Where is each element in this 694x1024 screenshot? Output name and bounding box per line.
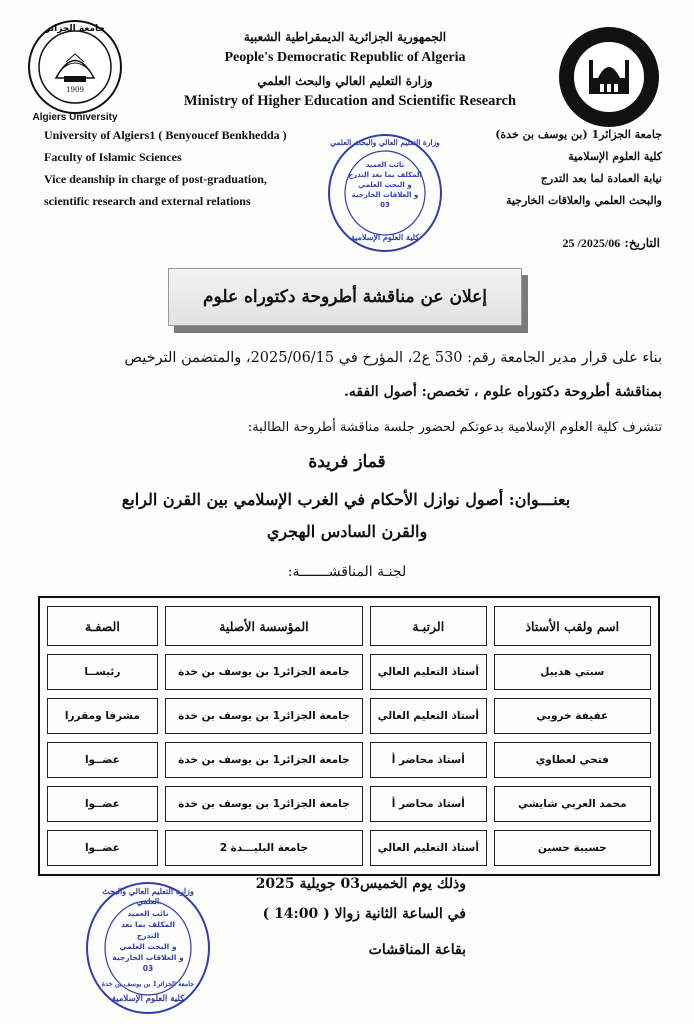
vice-deanship-en-2: scientific research and external relations	[44, 194, 251, 208]
stamp-top-inner	[348, 160, 422, 210]
col-header-institution: المؤسسة الأصلية	[165, 606, 363, 646]
table-row	[47, 698, 651, 734]
student-name: قماز فريدة	[308, 452, 386, 472]
stamp-title: نائب العميد	[365, 161, 405, 169]
stamp-line2: المكلف بما بعد التدرج	[348, 171, 422, 179]
defense-place: بقاعة المناقشات	[368, 942, 466, 958]
vice-deanship-ar: نيابة العمادة لما بعد التدرج	[540, 172, 662, 185]
cell-role: مشرفا ومقررا	[47, 698, 158, 734]
cell-role: عضــوا	[47, 742, 158, 778]
cell-institution: جامعة الجزائر1 بن يوسف بن خدة	[165, 654, 363, 690]
table-row	[47, 742, 651, 778]
stamp-number: 03	[380, 201, 390, 209]
thesis-title-line2: والقرن السادس الهجري	[266, 522, 428, 541]
table-row	[47, 654, 651, 690]
stamp-title: نائب العميد	[127, 909, 169, 918]
defense-time: في الساعة الثانية زوالا ( 14:00 )	[262, 906, 466, 922]
stamp-top-bottom-text: كلية العلوم الإسلامية	[350, 232, 420, 242]
cell-institution: جامعة الجزائر1 بن يوسف بن خدة	[165, 698, 363, 734]
table-header-row	[47, 606, 651, 646]
left-info-block	[44, 124, 344, 212]
right-info-block	[440, 124, 662, 212]
stamp-bottom-ring-text: وزارة التعليم العالي والبحث العلمي	[102, 886, 194, 906]
stamp-bottom-inner	[110, 908, 186, 974]
vice-deanship-en: Vice deanship in charge of post-graduation,	[44, 172, 267, 186]
cell-name: فتحي لعطاوي	[494, 742, 651, 778]
logo-text-top: جامعة الجزائر	[45, 24, 105, 34]
cell-role: رئيســا	[47, 654, 158, 690]
cell-name: محمد العربي شايشي	[494, 786, 651, 822]
stamp-top-ring-text: وزارة التعليم العالي والبحث العلمي	[330, 138, 440, 147]
republic-english: People's Democratic Republic of Algeria	[224, 50, 466, 65]
cell-rank: أستاذ التعليم العالي	[370, 830, 487, 866]
decision-line: بناء على قرار مدير الجامعة رقم: 530 ع2، المؤرخ في 2025/06/15، والمتضمن الترخيص	[124, 350, 662, 366]
stamp-number: 03	[142, 964, 154, 973]
table-row	[47, 786, 651, 822]
invitation-line: تتشرف كلية العلوم الإسلامية بدعوتكم لحضور جلسة مناقشة أطروحة الطالبة:	[247, 420, 662, 435]
cell-institution: جامعة الجزائر1 بن يوسف بن خدة	[165, 786, 363, 822]
col-header-name: اسم ولقب الأستاذ	[494, 606, 651, 646]
cell-rank: أستاذ التعليم العالي	[370, 654, 487, 690]
jury-table	[38, 596, 660, 876]
cell-name: سبتي هديبل	[494, 654, 651, 690]
cell-role: عضــوا	[47, 830, 158, 866]
university-name-ar: جامعة الجزائر1 (بن يوسف بن خدة)	[495, 128, 662, 141]
defense-date: وذلك يوم الخميس03 جويلية 2025	[255, 876, 466, 892]
table-row	[47, 830, 651, 866]
faculty-name-ar: كلية العلوم الإسلامية	[568, 150, 662, 163]
cell-rank: أستاذ محاضر أ	[370, 742, 487, 778]
vice-deanship-ar-2: والبحث العلمي والعلاقات الخارجية	[505, 194, 662, 207]
republic-arabic: الجمهورية الجزائرية الديمقراطية الشعبية	[243, 30, 447, 44]
date-label: التاريخ:	[624, 236, 660, 250]
specialty-line: بمناقشة أطروحة دكتوراه علوم ، تخصص: أصول الفقه.	[344, 384, 662, 400]
ministry-english: Ministry of Higher Education and Scientific Research	[183, 93, 517, 109]
col-header-role: الصفـة	[47, 606, 158, 646]
cell-institution: جامعة الجزائر1 بن يوسف بن خدة	[165, 742, 363, 778]
stamp-bottom-university: جامعة الجزائر1 بن يوسف بن خدة	[101, 980, 195, 988]
logo-year: 1909	[66, 86, 84, 94]
thesis-title-line1: بعنـــوان: أصول نوازل الأحكام في الغرب الإسلامي بين القرن الرابع	[121, 490, 571, 509]
cell-rank: أستاذ محاضر أ	[370, 786, 487, 822]
faculty-name-en: Faculty of Islamic Sciences	[44, 150, 182, 164]
col-header-rank: الرتبـة	[370, 606, 487, 646]
cell-name: حسيبة حسين	[494, 830, 651, 866]
ministry-arabic: وزارة التعليم العالي والبحث العلمي	[257, 74, 433, 88]
logo-text-bottom: Algiers University	[32, 112, 118, 123]
cell-name: عفيفة خروبي	[494, 698, 651, 734]
stamp-line3: و البحث العلمي	[119, 942, 177, 951]
announcement-title: إعلان عن مناقشة أطروحة دكتوراه علوم	[168, 268, 522, 326]
committee-label: لجنـة المناقشـــــــة:	[287, 564, 407, 580]
stamp-line4: و العلاقات الخارجية	[112, 953, 184, 962]
stamp-bottom-faculty: كلية العلوم الإسلامية	[111, 994, 185, 1004]
stamp-line2: المكلف بما بعد التدرج	[120, 920, 176, 940]
faculty-islamic-sciences-logo	[556, 24, 662, 130]
date-line	[470, 236, 660, 251]
stamp-line4: و العلاقات الخارجية	[351, 191, 419, 199]
stamp-line3: و البحث العلمي	[358, 181, 412, 189]
cell-rank: أستاذ التعليم العالي	[370, 698, 487, 734]
cell-institution: جامعة البليـــدة 2	[165, 830, 363, 866]
date-value: 2025/06/ 25	[562, 236, 621, 250]
cell-role: عضــوا	[47, 786, 158, 822]
university-name-en: University of Algiers1 ( Benyoucef Benkhedda )	[44, 128, 287, 142]
